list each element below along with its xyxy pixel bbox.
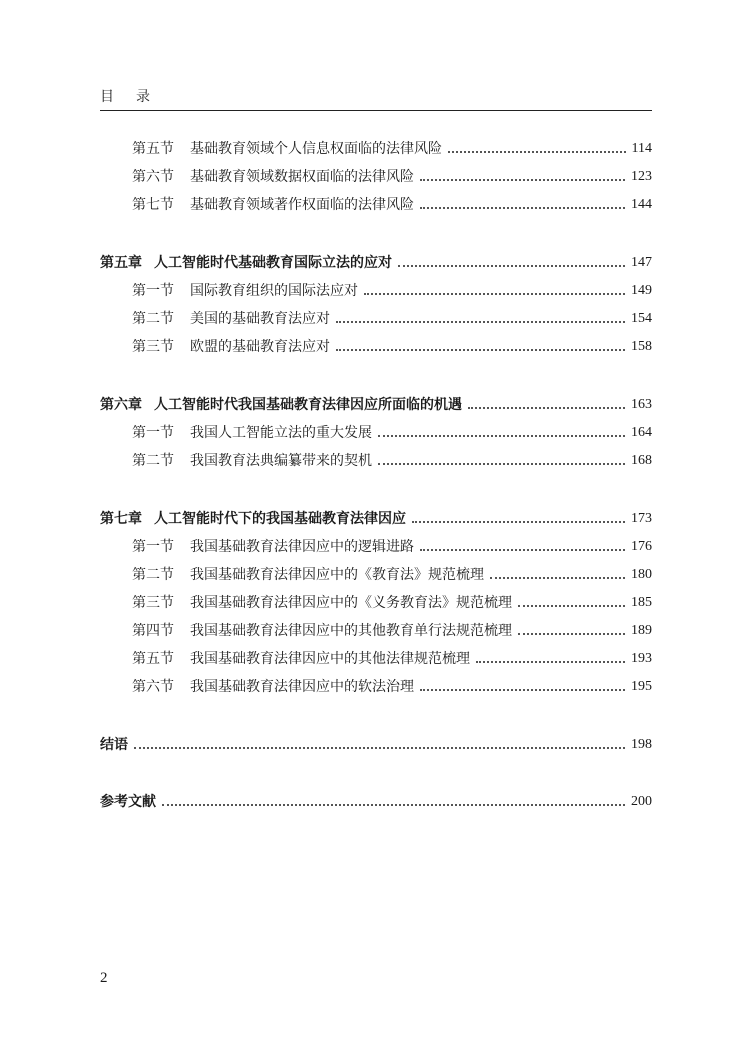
- toc-entry-page: 198: [631, 737, 652, 752]
- toc-entry[interactable]: [100, 194, 652, 216]
- toc-entry-page: 154: [631, 311, 652, 326]
- dot-leader: [518, 633, 625, 635]
- toc-entry-page: 185: [631, 595, 652, 610]
- toc-entry-page: 149: [631, 283, 652, 298]
- toc-chapter-title: 人工智能时代下的我国基础教育法律因应: [154, 511, 406, 527]
- dot-leader: [162, 804, 625, 806]
- toc-entry-number: 第七节: [132, 197, 174, 213]
- toc-entry-page: 114: [631, 141, 652, 156]
- dot-leader: [378, 435, 625, 437]
- dot-leader: [420, 689, 625, 691]
- toc-entry[interactable]: [100, 620, 652, 642]
- toc-entry[interactable]: [100, 138, 652, 160]
- toc-entry-page: 193: [631, 651, 652, 666]
- toc-entry[interactable]: [100, 536, 652, 558]
- toc-entry-title: 我国基础教育法律因应中的《教育法》规范梳理: [190, 567, 484, 583]
- toc-entry-title: 我国基础教育法律因应中的其他教育单行法规范梳理: [190, 623, 512, 639]
- toc-entry-title: 我国基础教育法律因应中的软法治理: [190, 679, 414, 695]
- toc-entry-page: 168: [631, 453, 652, 468]
- toc-entry-page: 200: [631, 794, 652, 809]
- toc-chapter-number: 第五章: [100, 255, 142, 271]
- toc-entry-title: 参考文献: [100, 794, 156, 810]
- toc-entry-title: 结语: [100, 737, 128, 753]
- dot-leader: [412, 521, 625, 523]
- toc-entry-number: 第四节: [132, 623, 174, 639]
- toc-entry-page: 163: [631, 397, 652, 412]
- toc-entry-page: 195: [631, 679, 652, 694]
- toc-chapter-entry[interactable]: [100, 252, 652, 274]
- toc-entry-page: 189: [631, 623, 652, 638]
- toc-entry-number: 第六节: [132, 169, 174, 185]
- toc-entry-number: 第五节: [132, 141, 174, 157]
- toc-entry[interactable]: [100, 308, 652, 330]
- toc-chapter-number: 第六章: [100, 397, 142, 413]
- toc-entry-page: 173: [631, 511, 652, 526]
- dot-leader: [420, 207, 625, 209]
- dot-leader: [476, 661, 625, 663]
- toc-conclusion-entry[interactable]: [100, 734, 652, 756]
- toc-entry-title: 基础教育领域著作权面临的法律风险: [190, 197, 414, 213]
- toc-chapter-title: 人工智能时代我国基础教育法律因应所面临的机遇: [154, 397, 462, 413]
- toc-entry-page: 158: [631, 339, 652, 354]
- toc-entry[interactable]: [100, 280, 652, 302]
- toc-entry-page: 176: [631, 539, 652, 554]
- header-title: 目录: [100, 89, 172, 105]
- running-header: [100, 86, 652, 111]
- dot-leader: [398, 265, 625, 267]
- dot-leader: [336, 321, 625, 323]
- toc-entry[interactable]: [100, 422, 652, 444]
- toc-entry-title: 欧盟的基础教育法应对: [190, 339, 330, 355]
- toc-entry-title: 我国人工智能立法的重大发展: [190, 425, 372, 441]
- dot-leader: [448, 151, 626, 153]
- toc-entry-number: 第三节: [132, 339, 174, 355]
- dot-leader: [364, 293, 625, 295]
- toc-entry-number: 第六节: [132, 679, 174, 695]
- toc-entry-page: 144: [631, 197, 652, 212]
- toc-chapter-number: 第七章: [100, 511, 142, 527]
- toc-entry-number: 第二节: [132, 311, 174, 327]
- page-number: 2: [100, 970, 108, 986]
- toc-entry-number: 第三节: [132, 595, 174, 611]
- toc-entry[interactable]: [100, 676, 652, 698]
- dot-leader: [420, 549, 625, 551]
- toc-entry-title: 我国基础教育法律因应中的其他法律规范梳理: [190, 651, 470, 667]
- toc-entry-title: 基础教育领域个人信息权面临的法律风险: [190, 141, 442, 157]
- toc-entry[interactable]: [100, 564, 652, 586]
- toc-entry-page: 123: [631, 169, 652, 184]
- toc-entry-title: 我国基础教育法律因应中的《义务教育法》规范梳理: [190, 595, 512, 611]
- dot-leader: [490, 577, 625, 579]
- toc-entry[interactable]: [100, 592, 652, 614]
- toc-entry-page: 147: [631, 255, 652, 270]
- toc-entry[interactable]: [100, 336, 652, 358]
- toc-chapter-title: 人工智能时代基础教育国际立法的应对: [154, 255, 392, 271]
- toc-entry-title: 基础教育领域数据权面临的法律风险: [190, 169, 414, 185]
- toc-entry[interactable]: [100, 166, 652, 188]
- dot-leader: [420, 179, 625, 181]
- toc-entry-title: 美国的基础教育法应对: [190, 311, 330, 327]
- toc-references-entry[interactable]: [100, 791, 652, 813]
- dot-leader: [468, 407, 625, 409]
- toc-entry[interactable]: [100, 450, 652, 472]
- dot-leader: [518, 605, 625, 607]
- toc-entry-title: 我国基础教育法律因应中的逻辑进路: [190, 539, 414, 555]
- toc-entry-number: 第一节: [132, 283, 174, 299]
- toc-entry-number: 第二节: [132, 453, 174, 469]
- toc-entry-page: 180: [631, 567, 652, 582]
- toc-entry-number: 第二节: [132, 567, 174, 583]
- toc-chapter-entry[interactable]: [100, 394, 652, 416]
- dot-leader: [336, 349, 625, 351]
- toc-entry-number: 第一节: [132, 425, 174, 441]
- toc-chapter-entry[interactable]: [100, 508, 652, 530]
- toc-entry[interactable]: [100, 648, 652, 670]
- dot-leader: [378, 463, 625, 465]
- toc-entry-number: 第一节: [132, 539, 174, 555]
- toc-entry-title: 国际教育组织的国际法应对: [190, 283, 358, 299]
- toc-entry-number: 第五节: [132, 651, 174, 667]
- dot-leader: [134, 747, 625, 749]
- toc-entry-title: 我国教育法典编纂带来的契机: [190, 453, 372, 469]
- toc-entry-page: 164: [631, 425, 652, 440]
